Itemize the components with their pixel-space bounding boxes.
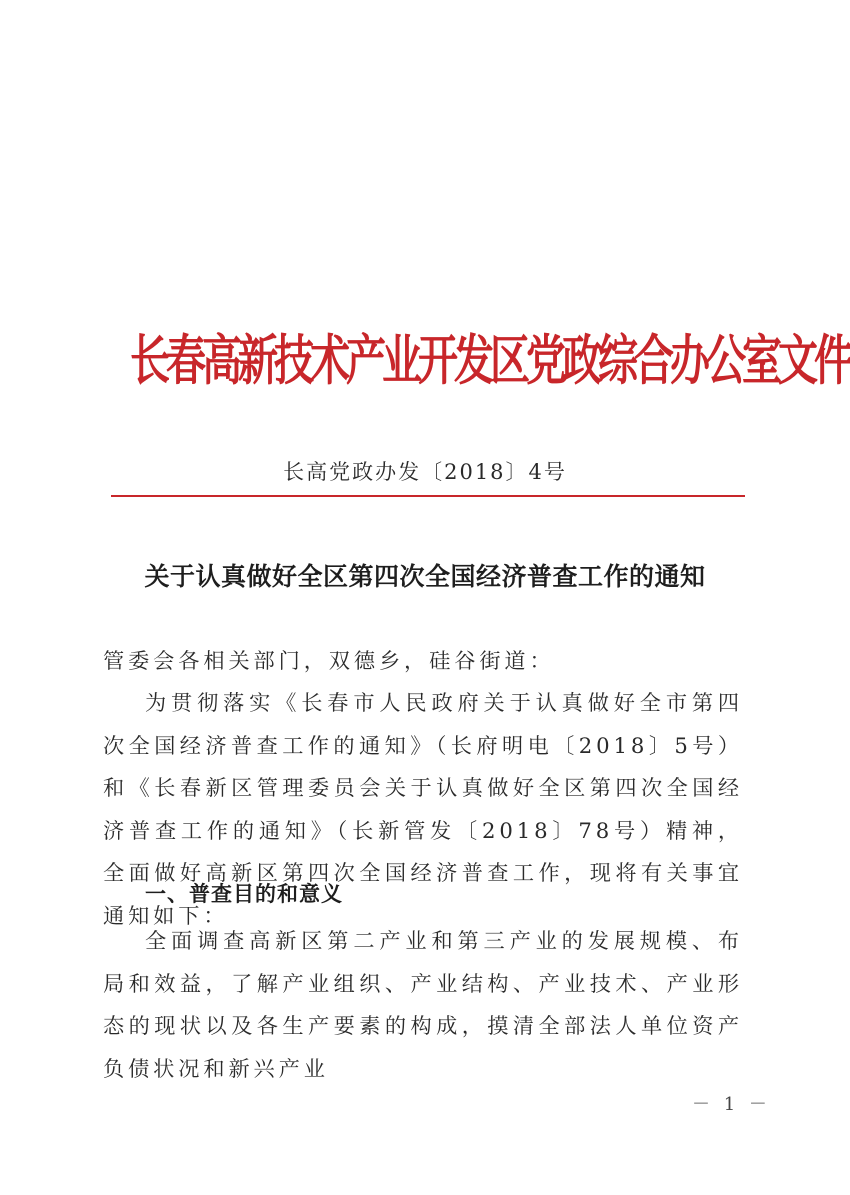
body-paragraph: 为贯彻落实《长春市人民政府关于认真做好全市第四次全国经济普查工作的通知》（长府明电〔2018〕5号）和《长春新区管理委员会关于认真做好全区第四次全国经济普查工作的通知》（长新管发〔2018〕78号）精神，全面做好高新区第四次全国经济普查工作，现将有关事宜通知如下： — [103, 690, 743, 928]
body-paragraph: 全面调查高新区第二产业和第三产业的发展规模、布局和效益，了解产业组织、产业结构、产业技术、产业形态的现状以及各生产要素的构成，摸清全部法人单位资产负债状况和新兴产业 — [103, 928, 743, 1081]
document-number: 长高党政办发〔2018〕4号 — [283, 460, 567, 484]
red-divider-line — [111, 495, 745, 497]
section-heading: 一、普查目的和意义 — [145, 882, 343, 906]
issuer-masthead: 长春高新技术产业开发区党政综合办公室文件 — [130, 330, 850, 393]
document-title: 关于认真做好全区第四次全国经济普查工作的通知 — [144, 562, 706, 591]
addressee-line: 管委会各相关部门，双德乡，硅谷街道： — [103, 648, 555, 673]
page-number: － 1 － — [692, 1094, 771, 1115]
